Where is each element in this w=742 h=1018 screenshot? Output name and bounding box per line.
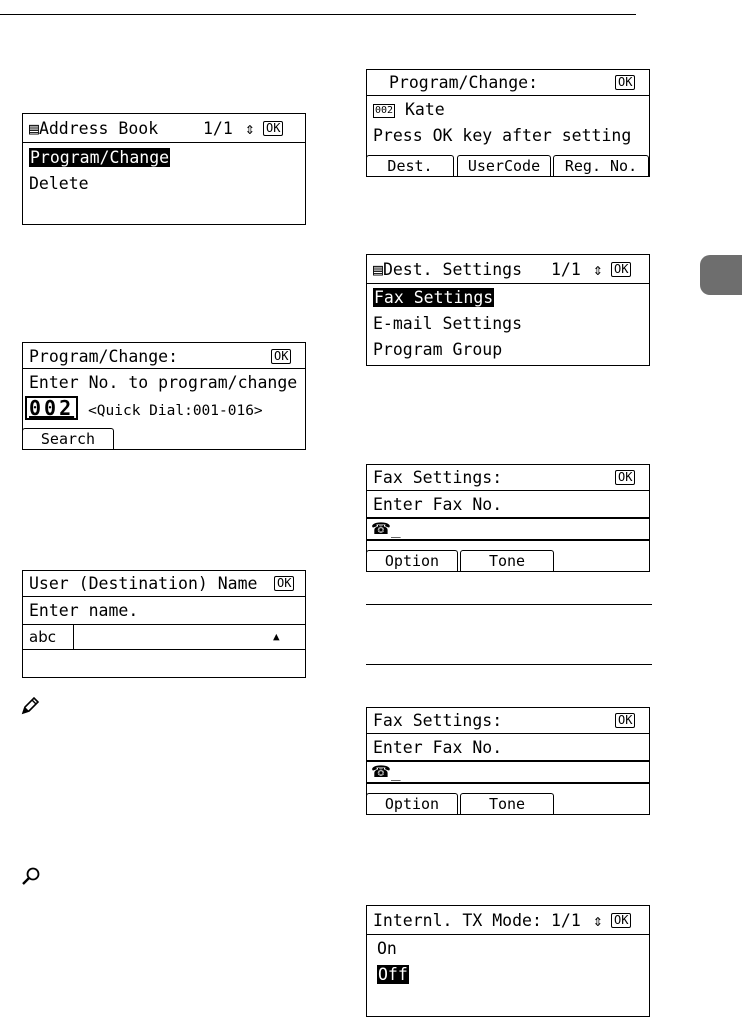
reg-no-button[interactable]: Reg. No.: [553, 155, 649, 176]
option-button[interactable]: Option: [366, 550, 458, 571]
menu-item-delete[interactable]: Delete: [29, 174, 89, 193]
menu-item-email-settings[interactable]: E-mail Settings: [373, 314, 523, 333]
menu-item-program-group[interactable]: Program Group: [373, 340, 503, 359]
lcd-fax-settings-2: [366, 707, 650, 815]
chapter-tab: [700, 255, 742, 295]
page-indicator: 1/1: [203, 119, 233, 138]
fax-number-field[interactable]: [367, 517, 649, 541]
tone-button[interactable]: Tone: [460, 550, 554, 571]
list-icon: ▤: [29, 119, 39, 138]
quick-dial-range: <Quick Dial:001-016>: [88, 403, 263, 419]
divider: [367, 95, 649, 96]
divider: [367, 490, 649, 491]
ok-key[interactable]: OK: [615, 75, 635, 90]
divider: [73, 624, 74, 649]
screen-title: Fax Settings:: [373, 468, 503, 487]
menu-item-fax-settings[interactable]: Fax Settings: [374, 288, 494, 307]
note-pencil-icon: [20, 696, 40, 716]
screen-title: Dest. Settings: [382, 260, 523, 279]
fax-number-field[interactable]: [367, 760, 649, 784]
section-rule: [366, 604, 652, 605]
phone-icon: ☎: [371, 762, 391, 781]
screen-title: Internl. TX Mode:: [373, 911, 542, 930]
screen-title: Program/Change:: [389, 73, 539, 92]
search-button[interactable]: Search: [22, 428, 114, 449]
screen-title: Program/Change:: [29, 347, 179, 366]
fax-number-value: _: [391, 762, 401, 781]
section-rule: [366, 664, 652, 665]
divider: [367, 283, 649, 284]
page-indicator: 1/1: [551, 911, 581, 930]
ok-key[interactable]: OK: [611, 913, 631, 928]
lcd-dest-settings: [366, 254, 650, 366]
divider: [23, 596, 305, 597]
reference-magnifier-icon: [21, 866, 41, 886]
ok-key[interactable]: OK: [611, 262, 631, 277]
usercode-button[interactable]: UserCode: [457, 155, 551, 176]
quick-dial-badge: 002: [375, 105, 394, 116]
divider: [367, 733, 649, 734]
input-mode-label[interactable]: abc: [29, 628, 56, 646]
screen-title: Address Book: [38, 119, 159, 138]
lcd-internl-tx-mode: [366, 905, 650, 1017]
option-on[interactable]: On: [377, 939, 397, 958]
divider: [23, 368, 305, 369]
ok-key[interactable]: OK: [274, 576, 294, 591]
menu-item-program-change[interactable]: Program/Change: [30, 148, 170, 167]
quick-dial-number-input[interactable]: 002: [25, 396, 78, 420]
scroll-arrows-icon: ⇕: [593, 911, 603, 930]
fax-number-value: _: [391, 519, 401, 538]
scroll-up-icon: ▲: [273, 630, 280, 643]
ok-key[interactable]: OK: [615, 713, 635, 728]
tone-button[interactable]: Tone: [460, 793, 554, 814]
lcd-program-change-kate: [366, 69, 650, 177]
list-icon: ▤: [373, 260, 383, 279]
dest-button[interactable]: Dest.: [366, 155, 454, 176]
header-rule: [0, 14, 636, 15]
screen-title: User (Destination) Name: [29, 574, 258, 593]
option-off[interactable]: Off: [378, 965, 408, 984]
instruction-text: Press OK key after setting: [373, 126, 632, 145]
lcd-program-change-enter: [22, 342, 306, 450]
instruction-text: Enter name.: [29, 601, 139, 620]
divider: [367, 934, 649, 935]
scroll-arrows-icon: ⇕: [593, 260, 603, 279]
screen-title: Fax Settings:: [373, 711, 503, 730]
ok-key[interactable]: OK: [263, 121, 283, 136]
scroll-arrows-icon: ⇕: [245, 119, 255, 138]
divider: [23, 142, 305, 143]
lcd-fax-settings-1: [366, 464, 650, 572]
lcd-user-name: [22, 570, 306, 678]
destination-name: Kate: [405, 100, 445, 119]
phone-icon: ☎: [371, 519, 391, 538]
ok-key[interactable]: OK: [271, 349, 291, 364]
divider: [23, 649, 305, 650]
instruction-text: Enter No. to program/change: [29, 373, 298, 392]
page-indicator: 1/1: [551, 260, 581, 279]
instruction-text: Enter Fax No.: [373, 495, 503, 514]
option-button[interactable]: Option: [366, 793, 458, 814]
ok-key[interactable]: OK: [615, 470, 635, 485]
lcd-address-book: [22, 113, 306, 225]
instruction-text: Enter Fax No.: [373, 738, 503, 757]
